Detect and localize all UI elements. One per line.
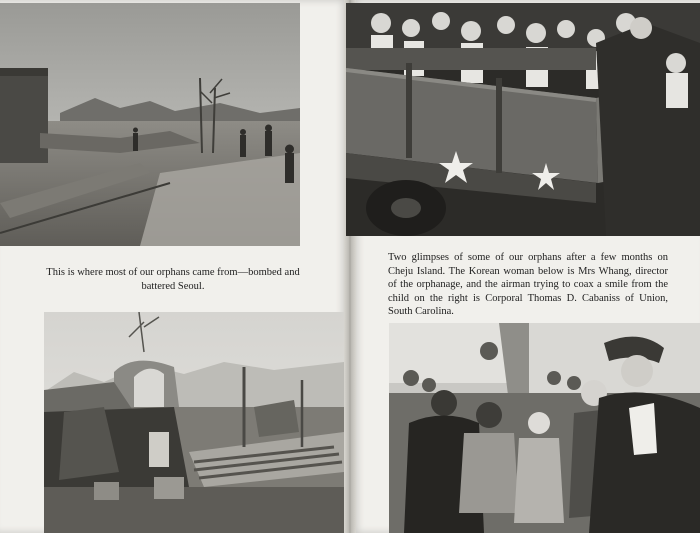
caption-cheju: Two glimpses of some of our orphans after a few months on Cheju Island. The Korean woman below is Mrs Whang, director of the orphanage, and the airman trying to coax a smile from the child on the right is Corporal Thomas D. Cabaniss of Union, South Carolina. xyxy=(388,252,668,317)
caption-seoul: This is where most of our orphans came from—bombed and battered Seoul. xyxy=(46,267,300,292)
photo-truck-orphans xyxy=(346,3,700,236)
photo-mrs-whang-airman xyxy=(389,323,700,533)
photo-bombed-street xyxy=(0,3,300,246)
photo-tents-rubble xyxy=(44,312,344,533)
